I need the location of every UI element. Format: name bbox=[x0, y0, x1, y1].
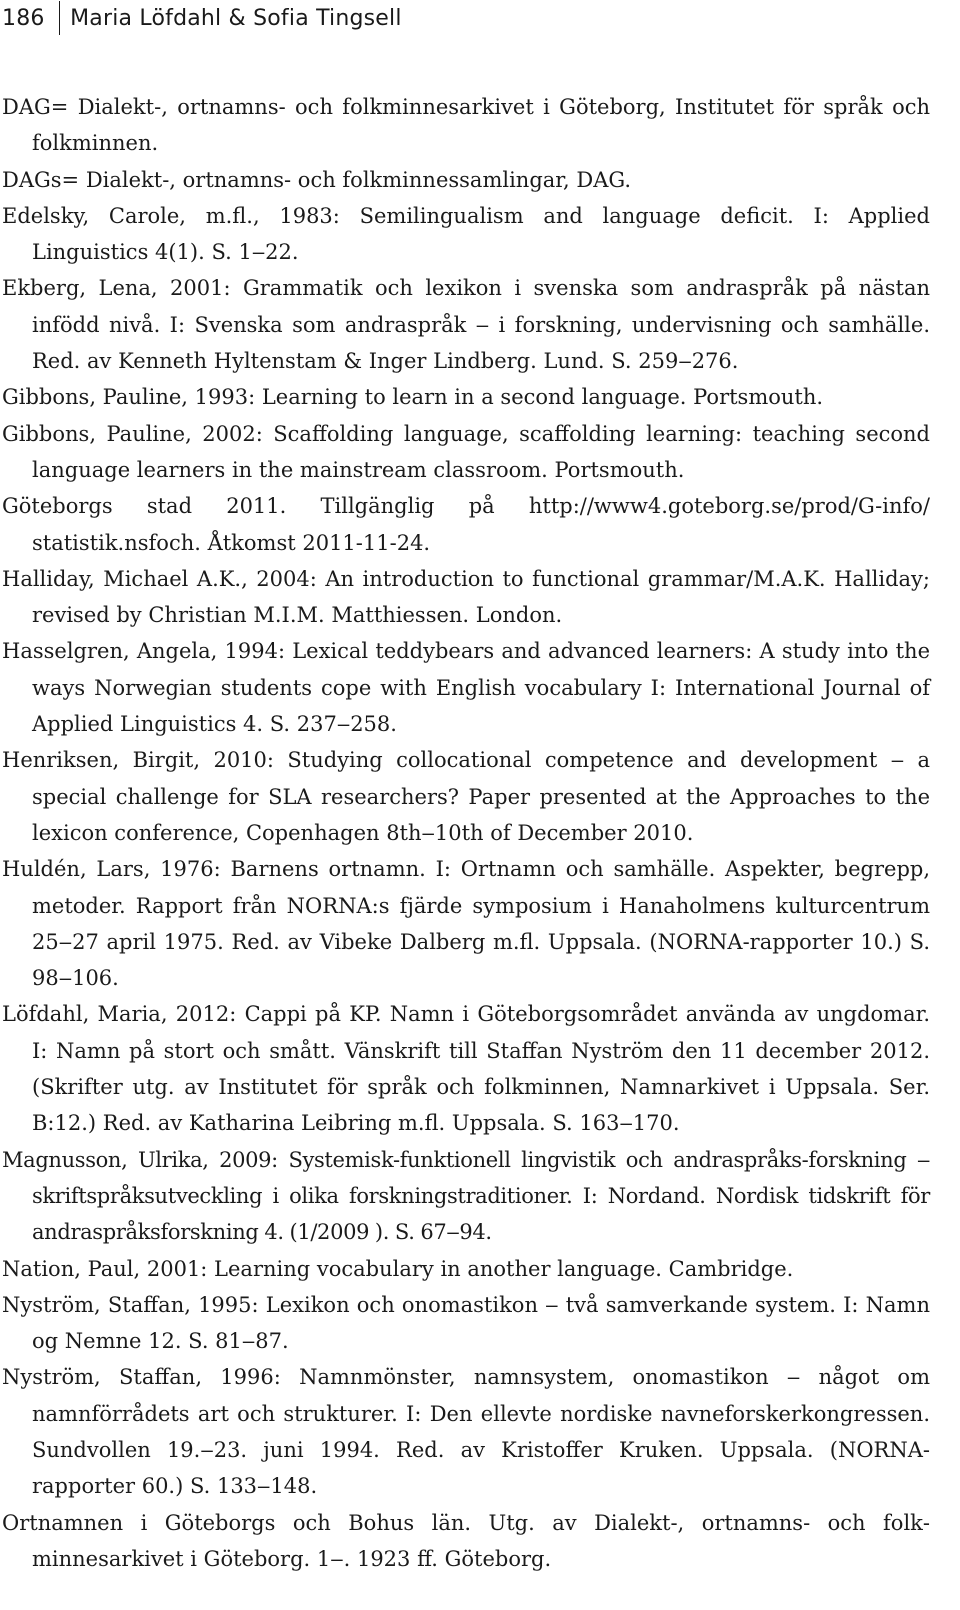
reference-entry: Magnusson, Ulrika, 2009: Systemisk-funktionell lingvistik och andraspråks-forskning ‒ skriftspråksutveckling i olika forskningstraditioner. I: Nordand. Nordisk tidskrift för andraspråksforskning 4. (1/2009 ). S. 67‒94. bbox=[2, 1147, 930, 1245]
reference-entry: Gibbons, Pauline, 2002: Scaffolding language, scaffolding learning: teaching second language learners in the mainstream classroom. Portsmouth. bbox=[2, 421, 930, 482]
running-head bbox=[2, 0, 402, 36]
page-number: 186 bbox=[2, 5, 45, 31]
reference-entry: Nyström, Staffan, 1996: Namnmönster, namnsystem, onomastikon ‒ något om namnförrådets art och strukturer. I: Den ellevte nordiske navneforskerkongressen. Sundvollen 19.‒23. juni 1994. Red. av Kristoffer Kruken. Uppsala. (NORNA-rapporter 60.) S. 133‒148. bbox=[2, 1365, 930, 1499]
reference-list bbox=[2, 89, 930, 1577]
reference-entry: Gibbons, Pauline, 1993: Learning to learn in a second language. Portsmouth. bbox=[2, 385, 824, 410]
reference-entry: Henriksen, Birgit, 2010: Studying collocational competence and development ‒ a special challenge for SLA researchers? Paper presented at the Approaches to the lexicon conference, Copenhagen 8th‒10th of December 2010. bbox=[2, 748, 930, 845]
reference-entry: DAG= Dialekt-, ortnamns- och folkminnesarkivet i Göteborg, Institutet för språk och folkminnen. bbox=[2, 95, 930, 156]
reference-entry: Ortnamnen i Göteborgs och Bohus län. Utg. av Dialekt-, ortnamns- och folkminnesarkivet i Göteborg. 1‒. 1923 ff. Göteborg. bbox=[2, 1510, 930, 1571]
reference-entry: Göteborgs stad 2011. Tillgänglig på http://www4.goteborg.se/prod/G-info/ statistik.nsfoch. Åtkomst 2011-11-24. bbox=[2, 494, 930, 555]
reference-entry: Nation, Paul, 2001: Learning vocabulary in another language. Cambridge. bbox=[2, 1256, 794, 1281]
reference-entry: Halliday, Michael A.K., 2004: An introduction to functional grammar/M.A.K. Halliday; revised by Christian M.I.M. Matthiessen. London. bbox=[2, 566, 930, 628]
reference-entry: Löfdahl, Maria, 2012: Cappi på KP. Namn i Göteborgsområdet använda av ungdomar. I: Namn på stort och smått. Vänskrift till Staffan Nyström den 11 december 2012. (Skrifter utg. av Institutet för språk och folkminnen, Namnarkivet i Uppsala. Ser. B:12.) Red. av Katharina Leibring m.fl. Uppsala. S. 163‒170. bbox=[2, 1002, 930, 1136]
reference-entry: Hasselgren, Angela, 1994: Lexical teddybears and advanced learners: A study into the ways Norwegian students cope with English vocabulary I: International Journal of Applied Linguistics 4. S. 237‒258. bbox=[2, 639, 930, 737]
reference-entry: Edelsky, Carole, m.fl., 1983: Semilingualism and language deficit. I: Applied Linguistics 4(1). S. 1‒22. bbox=[2, 203, 930, 265]
reference-entry: Nyström, Staffan, 1995: Lexikon och onomastikon ‒ två samverkande system. I: Namn og Nemne 12. S. 81‒87. bbox=[2, 1292, 930, 1354]
header-divider bbox=[59, 1, 61, 35]
reference-entry: DAGs= Dialekt-, ortnamns- och folkminnessamlingar, DAG. bbox=[2, 167, 632, 192]
running-head-authors: Maria Löfdahl & Sofia Tingsell bbox=[70, 5, 402, 31]
reference-entry: Huldén, Lars, 1976: Barnens ortnamn. I: Ortnamn och samhälle. Aspekter, begrepp, metoder. Rapport från NORNA:s fjärde symposium i Hanaholmens kulturcentrum 25‒27 april 1975. Red. av Vibeke Dalberg m.fl. Uppsala. (NORNA-rapporter 10.) S. 98‒106. bbox=[2, 857, 930, 991]
reference-entry: Ekberg, Lena, 2001: Grammatik och lexikon i svenska som andraspråk på nästan infödd nivå. I: Svenska som andraspråk ‒ i forskning, undervisning och samhälle. Red. av Kenneth Hyltenstam & Inger Lindberg. Lund. S. 259‒276. bbox=[2, 276, 930, 374]
